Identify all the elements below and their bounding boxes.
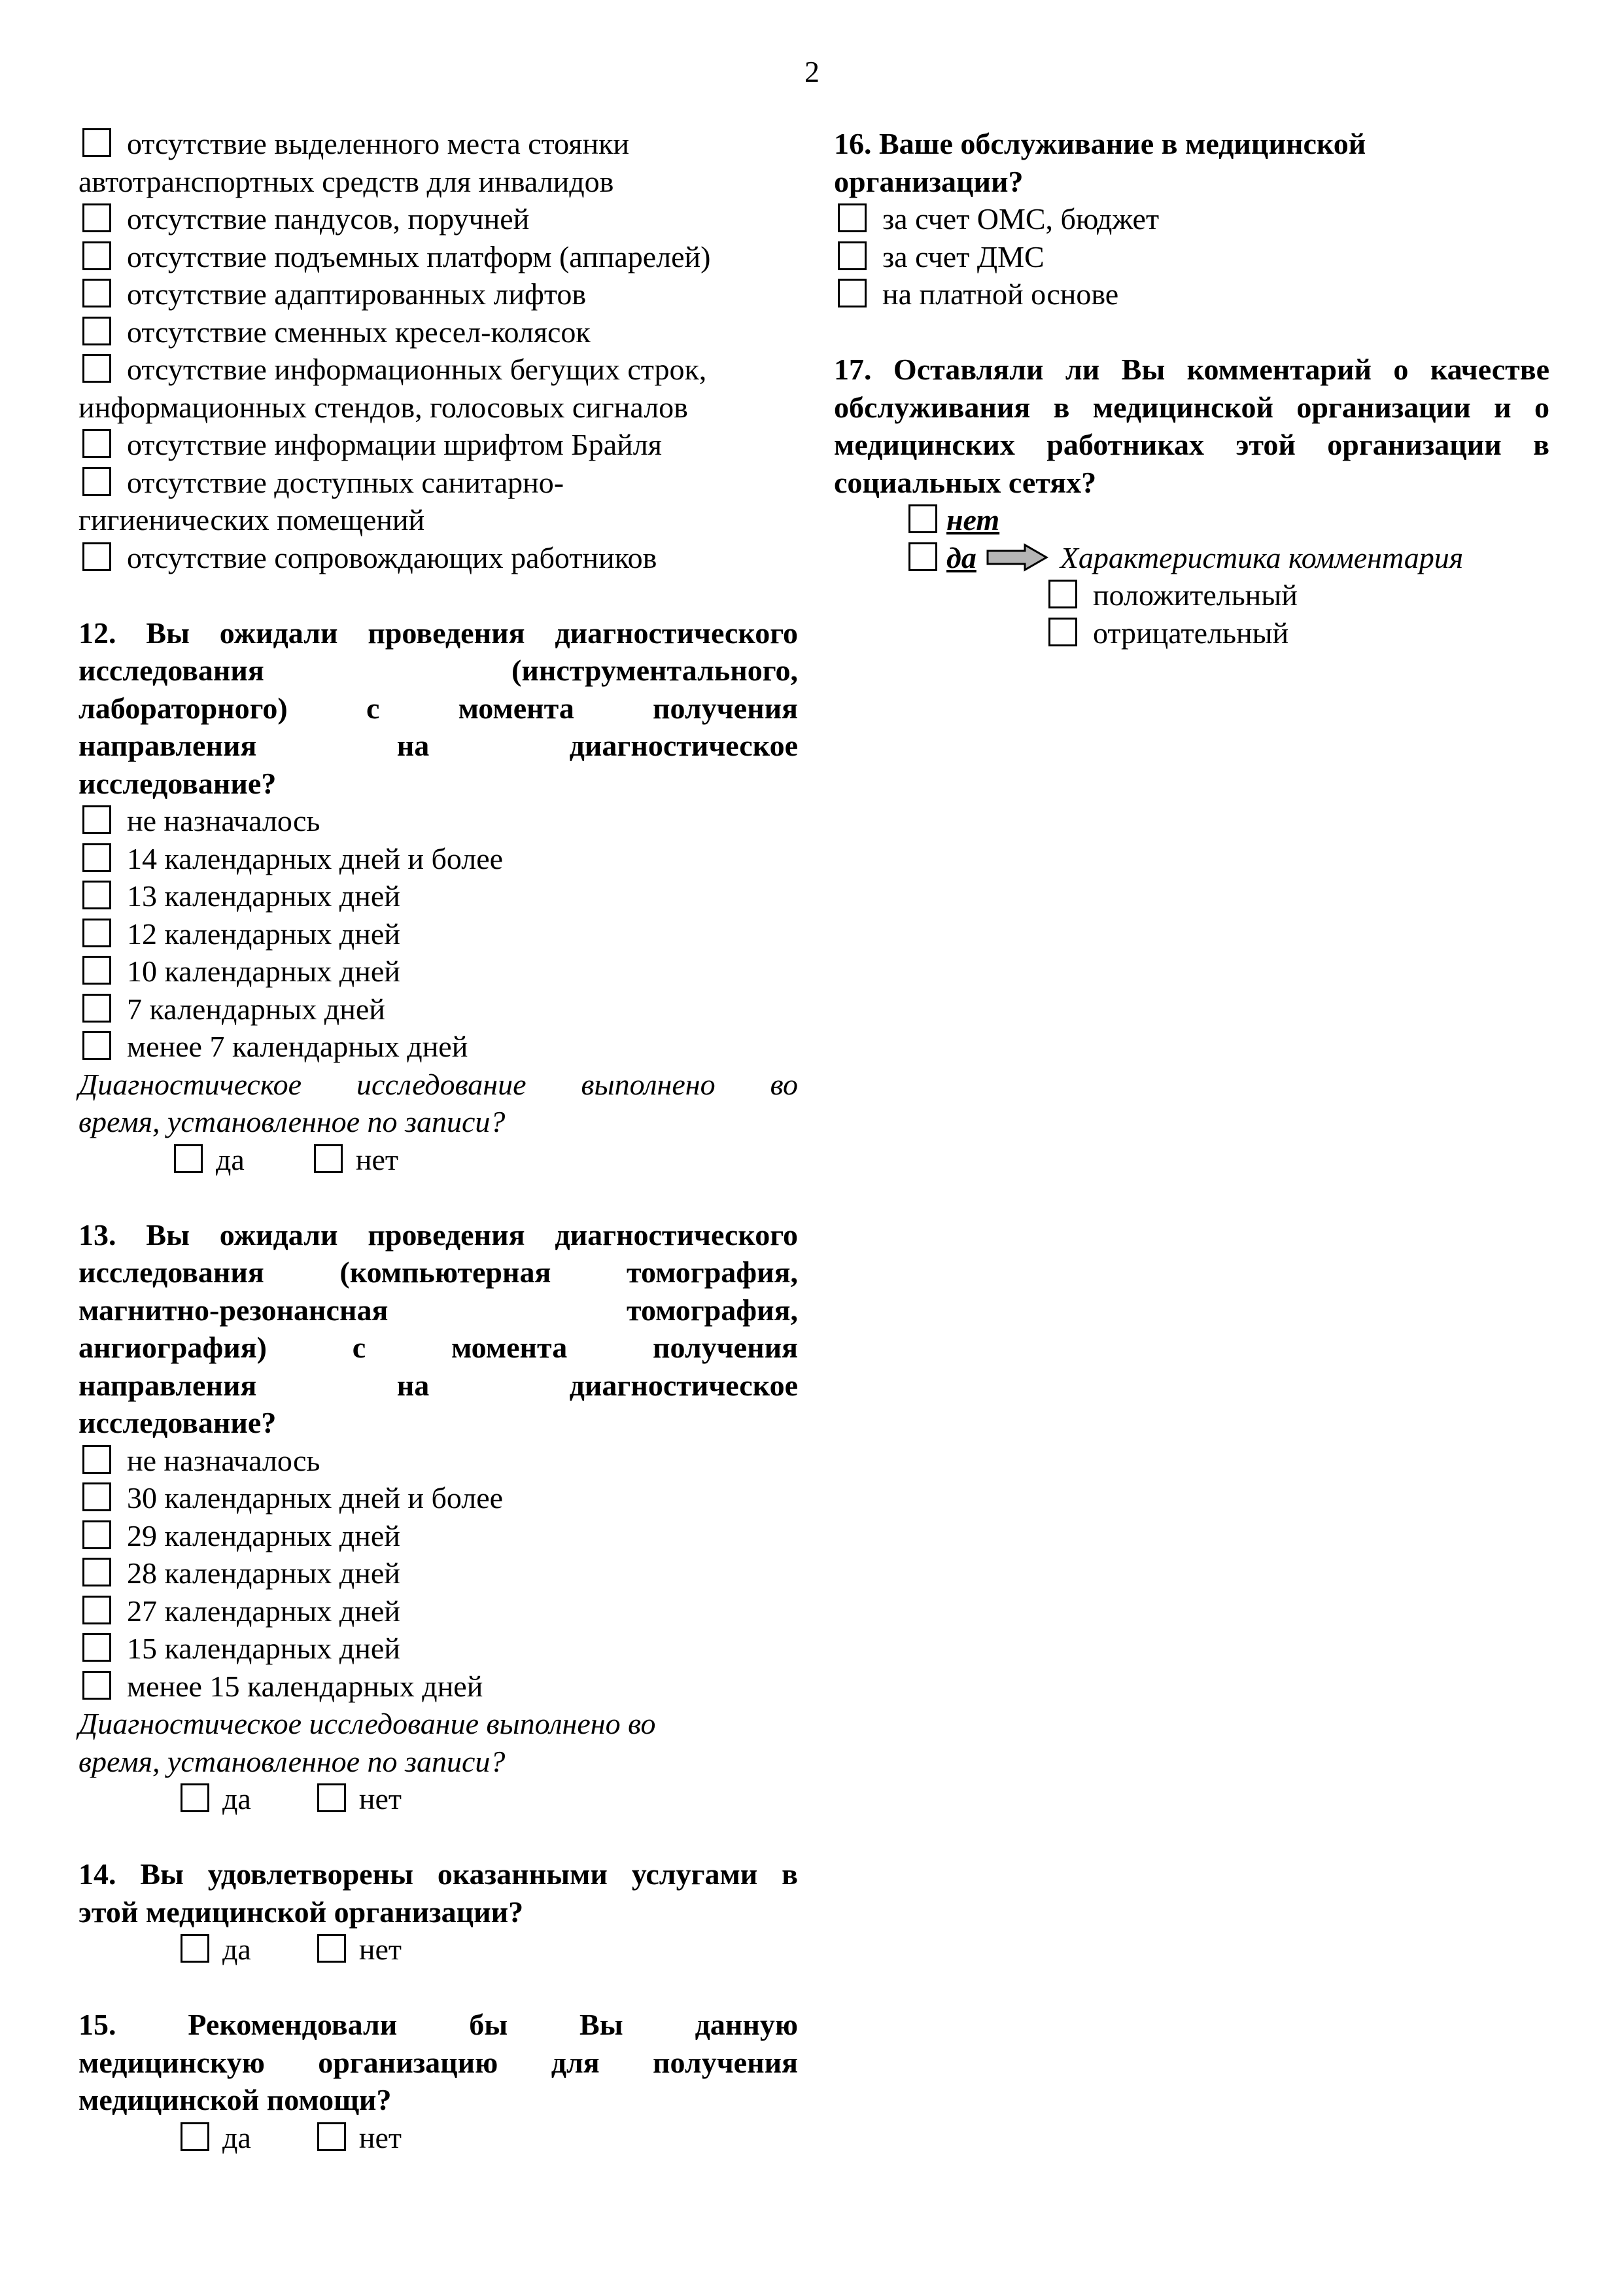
- left-column: [78, 125, 798, 2156]
- list-item-continuation: автотранспортных средств для инвалидов: [78, 164, 614, 198]
- list-item: 12 календарных дней: [78, 915, 798, 953]
- checkbox[interactable]: [82, 881, 111, 909]
- no-checkbox[interactable]: [317, 1783, 346, 1812]
- checkbox[interactable]: [1048, 618, 1077, 646]
- question-13: [78, 1216, 798, 1818]
- checkbox[interactable]: [82, 354, 111, 383]
- list-item-continuation: гигиенических помещений: [78, 503, 425, 536]
- checkbox[interactable]: [82, 317, 111, 345]
- no-checkbox[interactable]: [314, 1144, 343, 1173]
- question-12: [78, 614, 798, 1179]
- checkbox[interactable]: [82, 429, 111, 458]
- list-item: отрицательный: [834, 614, 1549, 652]
- list-item-continuation: информационных стендов, голосовых сигналов: [78, 390, 688, 424]
- list-item: отсутствие информации шрифтом Брайля: [78, 426, 798, 464]
- list-item: отсутствие информационных бегущих строк,: [78, 351, 798, 389]
- list-item: 14 календарных дней и более: [78, 840, 798, 878]
- yes-no-row: да нет: [78, 1931, 798, 1969]
- list-item: не назначалось: [78, 802, 798, 840]
- list-item: отсутствие сопровождающих работников: [78, 539, 798, 577]
- list-item: 13 календарных дней: [78, 877, 798, 915]
- checkbox[interactable]: [82, 1482, 111, 1511]
- checkbox[interactable]: [82, 956, 111, 985]
- question-title: 12. Вы ожидали проведения диагностического исследования (инструментального, лабораторного) с момента получения направления на диагностическое исследование?: [78, 616, 798, 800]
- sub-question: Диагностическое исследование выполнено во: [78, 1067, 798, 1101]
- list-item: 29 календарных дней: [78, 1517, 798, 1555]
- sub-question-continuation: время, установленное по записи?: [78, 1105, 506, 1138]
- no-checkbox[interactable]: [317, 1934, 346, 1963]
- arrow-right-icon: [986, 543, 1048, 572]
- checkbox[interactable]: [82, 128, 111, 157]
- checkbox[interactable]: [82, 542, 111, 571]
- question-title: 13. Вы ожидали проведения диагностического исследования (компьютерная томография, магнитно-резонансная томография, ангиография) с момента получения направления на диагностическое исследование?: [78, 1218, 798, 1439]
- checkbox[interactable]: [838, 203, 867, 232]
- checkbox[interactable]: [82, 994, 111, 1023]
- list-item: на платной основе: [834, 275, 1549, 313]
- list-item: 7 календарных дней: [78, 990, 798, 1028]
- question-14: [78, 1855, 798, 1969]
- checkbox[interactable]: [82, 467, 111, 496]
- question-title: 15. Рекомендовали бы Вы данную медицинскую организацию для получения медицинской помощи?: [78, 2008, 798, 2116]
- question-title: 14. Вы удовлетворены оказанными услугами в этой медицинской организации?: [78, 1857, 798, 1929]
- no-checkbox[interactable]: [317, 2122, 346, 2151]
- checkbox[interactable]: [82, 1596, 111, 1624]
- checkbox[interactable]: [82, 1520, 111, 1549]
- yes-no-row: да нет: [78, 2119, 798, 2157]
- list-item: 30 календарных дней и более: [78, 1479, 798, 1517]
- page-number: 2: [804, 55, 820, 88]
- yes-checkbox[interactable]: [181, 2122, 209, 2151]
- checkbox[interactable]: [82, 1445, 111, 1474]
- question-16: [834, 125, 1549, 313]
- yes-option: да Характеристика комментария: [834, 539, 1549, 577]
- checkbox[interactable]: [82, 919, 111, 947]
- yes-checkbox[interactable]: [181, 1783, 209, 1812]
- list-item: 28 календарных дней: [78, 1554, 798, 1592]
- list-item: отсутствие сменных кресел-колясок: [78, 313, 798, 351]
- list-item: отсутствие доступных санитарно-: [78, 464, 798, 502]
- list-item: отсутствие пандусов, поручней: [78, 200, 798, 238]
- checkbox[interactable]: [82, 1031, 111, 1060]
- checkbox[interactable]: [838, 241, 867, 270]
- list-item: 27 календарных дней: [78, 1592, 798, 1630]
- question-15: [78, 2006, 798, 2156]
- checkbox[interactable]: [82, 203, 111, 232]
- right-column: [834, 125, 1549, 652]
- list-item: не назначалось: [78, 1442, 798, 1480]
- no-option: нет: [834, 501, 1549, 539]
- checkbox[interactable]: [1048, 580, 1077, 608]
- checkbox[interactable]: [82, 241, 111, 270]
- list-item: отсутствие подъемных платформ (аппарелей): [78, 238, 798, 276]
- yes-no-row: да нет: [78, 1141, 798, 1179]
- checkbox[interactable]: [82, 805, 111, 834]
- yes-checkbox[interactable]: [174, 1144, 203, 1173]
- list-item: отсутствие выделенного места стоянки: [78, 125, 798, 163]
- question-title: 16. Ваше обслуживание в медицинской организации?: [834, 127, 1366, 198]
- yes-checkbox[interactable]: [181, 1934, 209, 1963]
- list-item: за счет ОМС, бюджет: [834, 200, 1549, 238]
- question-17: [834, 351, 1549, 652]
- list-item: менее 7 календарных дней: [78, 1028, 798, 1066]
- list-item: 15 календарных дней: [78, 1630, 798, 1668]
- checkbox[interactable]: [82, 1671, 111, 1700]
- list-item: отсутствие адаптированных лифтов: [78, 275, 798, 313]
- checkbox[interactable]: [82, 1633, 111, 1662]
- sub-question-continuation: время, установленное по записи?: [78, 1744, 506, 1778]
- checkbox[interactable]: [82, 279, 111, 307]
- checkbox[interactable]: [82, 1558, 111, 1586]
- q11-options: [78, 125, 798, 576]
- list-item: менее 15 календарных дней: [78, 1668, 798, 1706]
- yes-checkbox[interactable]: [908, 542, 937, 571]
- list-item: за счет ДМС: [834, 238, 1549, 276]
- list-item: 10 календарных дней: [78, 953, 798, 990]
- list-item: положительный: [834, 576, 1549, 614]
- sub-question: Диагностическое исследование выполнено во: [78, 1707, 656, 1740]
- checkbox[interactable]: [838, 279, 867, 307]
- no-checkbox[interactable]: [908, 504, 937, 533]
- yes-no-row: да нет: [78, 1780, 798, 1818]
- question-title: 17. Оставляли ли Вы комментарий о качестве обслуживания в медицинской организации и о медицинских работниках этой организации в социальных сетях?: [834, 353, 1549, 499]
- checkbox[interactable]: [82, 843, 111, 872]
